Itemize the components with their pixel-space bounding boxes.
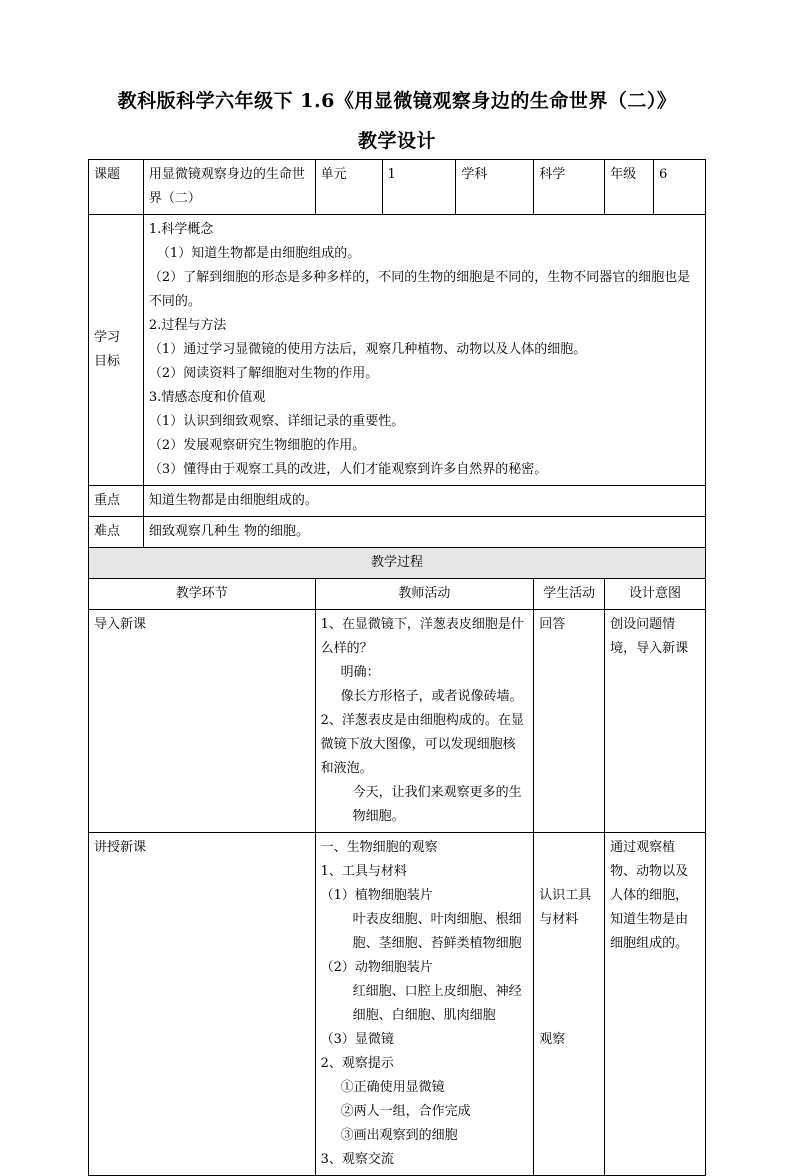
stage-cell: 讲授新课 [89,833,316,1176]
student-activity-cell: 回答 [534,610,605,833]
teacher-line: 红细胞、口腔上皮细胞、神经细胞、白细胞、肌肉细胞 [352,984,522,1023]
teacher-line: 3、观察交流 [320,1152,394,1167]
teacher-line: 一、生物细胞的观察 [320,840,438,855]
teacher-line: 2、观察提示 [320,1056,394,1071]
header-intent: 设计意图 [605,579,706,610]
objective-line: 3.情感态度和价值观 [148,390,266,405]
objectives-row [89,215,706,486]
subject-value: 科学 [534,160,605,215]
process-section-title: 教学过程 [89,548,706,579]
teacher-line: ①正确使用显微镜 [340,1080,445,1095]
topic-value: 用显微镜观察身边的生命世界（二） [143,160,315,215]
header-stage: 教学环节 [89,579,316,610]
design-intent-cell: 通过观察植物、动物以及人体的细胞，知道生物是由细胞组成的。 [605,833,706,1176]
teacher-activity-cell [315,610,534,833]
teacher-line: 2、洋葱表皮是由细胞构成的。在显微镜下放大图像，可以发现细胞核和液泡。 [320,713,524,776]
objective-line: （2）了解到细胞的形态是多种多样的，不同的生物的细胞是不同的，生物不同器官的细胞也是不同的。 [148,270,691,309]
objectives-content [143,215,705,486]
difficulty-row [89,517,706,548]
teacher-line: （2）动物细胞装片 [320,960,433,975]
focus-value: 知道生物都是由细胞组成的。 [143,486,705,517]
objective-line: （1）知道生物都是由细胞组成的。 [156,246,361,261]
grade-value: 6 [654,160,706,215]
objective-line: （2）阅读资料了解细胞对生物的作用。 [148,366,379,381]
student-activity-cell [534,833,605,1176]
teacher-line: ②两人一组，合作完成 [340,1104,471,1119]
objective-line: （2）发展观察研究生物细胞的作用。 [148,438,366,453]
teacher-line: 1、在显微镜下，洋葱表皮细胞是什么样的？ [320,617,524,656]
objectives-label-line2: 目标 [94,354,121,369]
header-teacher: 教师活动 [315,579,534,610]
focus-row [89,486,706,517]
difficulty-label: 难点 [89,517,144,548]
topic-label: 课题 [89,160,144,215]
unit-value: 1 [382,160,456,215]
teacher-activity-cell [315,833,534,1176]
document-subtitle: 教学设计 [357,130,436,152]
process-header-row [89,579,706,610]
process-row-teaching [89,833,706,1176]
teacher-line: 今天，让我们来观察更多的生物细胞。 [352,785,522,824]
teacher-line: ③画出观察到的细胞 [340,1128,458,1143]
objective-line: （1）认识到细致观察、详细记录的重要性。 [148,414,405,429]
teacher-line: 像长方形格子，或者说像砖墙。 [340,689,523,704]
grade-label: 年级 [605,160,654,215]
design-intent-cell: 创设问题情境，导入新课 [605,610,706,833]
objective-line: 1.科学概念 [148,222,214,237]
unit-label: 单元 [315,160,382,215]
process-row-intro [89,610,706,833]
objective-line: （1）通过学习显微镜的使用方法后，观察几种植物、动物以及人体的细胞。 [148,342,587,357]
teacher-line: （1）植物细胞装片 [320,888,433,903]
student-line: 观察 [539,1032,566,1047]
objectives-label-line1: 学习 [94,330,121,345]
difficulty-value: 细致观察几种生 物的细胞。 [143,517,705,548]
subject-label: 学科 [456,160,534,215]
teacher-line: 叶表皮细胞、叶肉细胞、根细胞、茎细胞、苔鲜类植物细胞 [352,912,522,951]
process-title-row [89,548,706,579]
objective-line: 2.过程与方法 [148,318,227,333]
stage-cell: 导入新课 [89,610,316,833]
lesson-plan-table [88,159,706,1176]
objectives-label [89,215,144,486]
teacher-line: 1、工具与材料 [320,864,407,879]
student-line: 认识工具与材料 [539,888,592,927]
teacher-line: 明确： [340,665,380,680]
teacher-line: （3）显微镜 [320,1032,394,1047]
focus-label: 重点 [89,486,144,517]
objective-line: （3）懂得由于观察工具的改进，人们才能观察到许多自然界的秘密。 [148,462,548,477]
header-student: 学生活动 [534,579,605,610]
document-title: 教科版科学六年级下 1.6《用显微镜观察身边的生命世界（二）》 [117,90,677,112]
info-row [89,160,706,215]
